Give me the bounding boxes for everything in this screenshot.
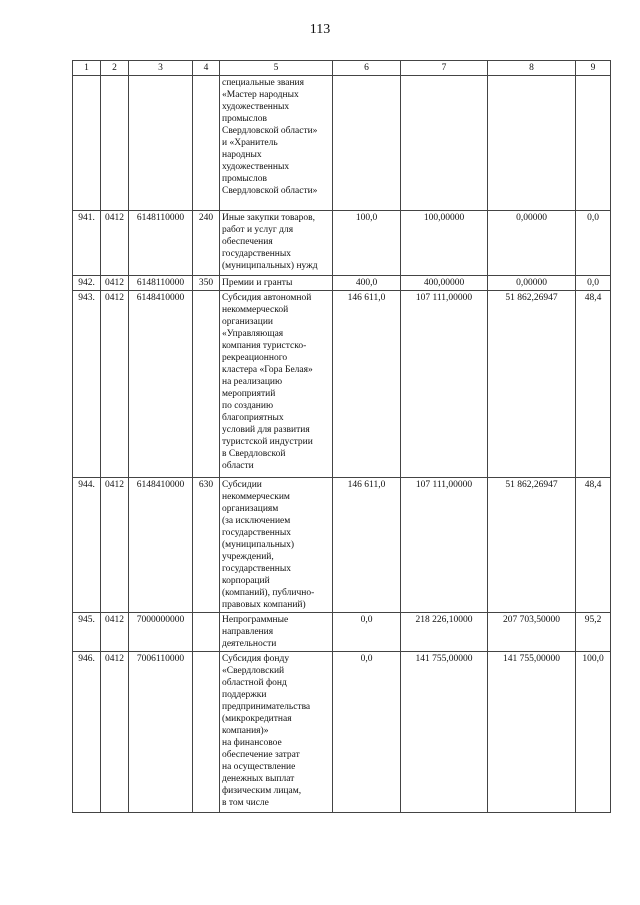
target-code: 7006110000 xyxy=(129,652,193,813)
budget-table xyxy=(72,60,611,813)
row-number: 943. xyxy=(73,291,101,478)
section-code: 0412 xyxy=(101,276,129,291)
expense-type xyxy=(193,613,220,652)
value-col6 xyxy=(333,76,401,211)
column-header: 3 xyxy=(129,61,193,76)
value-col8: 0,00000 xyxy=(488,276,576,291)
row-number: 946. xyxy=(73,652,101,813)
expense-type xyxy=(193,652,220,813)
table-row xyxy=(73,276,611,291)
value-col7: 100,00000 xyxy=(401,211,488,276)
section-code: 0412 xyxy=(101,652,129,813)
table-row xyxy=(73,478,611,613)
table-row xyxy=(73,652,611,813)
value-col8: 207 703,50000 xyxy=(488,613,576,652)
column-header: 8 xyxy=(488,61,576,76)
row-description: Субсидии некоммерческим организациям (за исключением государственных (муниципальных) учреждений, государственных корпораций (компаний), публично- правовых компаний) xyxy=(220,478,333,613)
column-header: 1 xyxy=(73,61,101,76)
row-number: 942. xyxy=(73,276,101,291)
value-col7 xyxy=(401,76,488,211)
target-code xyxy=(129,76,193,211)
value-col6: 0,0 xyxy=(333,652,401,813)
table-row xyxy=(73,76,611,211)
expense-type: 630 xyxy=(193,478,220,613)
target-code: 6148110000 xyxy=(129,211,193,276)
row-description: Премии и гранты xyxy=(220,276,333,291)
row-number: 945. xyxy=(73,613,101,652)
column-header: 6 xyxy=(333,61,401,76)
value-col9: 0,0 xyxy=(576,211,611,276)
value-col8: 51 862,26947 xyxy=(488,478,576,613)
value-col8: 0,00000 xyxy=(488,211,576,276)
section-code xyxy=(101,76,129,211)
table-row xyxy=(73,613,611,652)
column-header: 4 xyxy=(193,61,220,76)
value-col7: 400,00000 xyxy=(401,276,488,291)
expense-type xyxy=(193,291,220,478)
expense-type: 350 xyxy=(193,276,220,291)
target-code: 7000000000 xyxy=(129,613,193,652)
value-col9: 48,4 xyxy=(576,478,611,613)
value-col8: 141 755,00000 xyxy=(488,652,576,813)
value-col9: 0,0 xyxy=(576,276,611,291)
value-col6: 0,0 xyxy=(333,613,401,652)
table-row xyxy=(73,211,611,276)
value-col7: 107 111,00000 xyxy=(401,291,488,478)
table-row xyxy=(73,291,611,478)
row-number xyxy=(73,76,101,211)
value-col6: 146 611,0 xyxy=(333,478,401,613)
target-code: 6148410000 xyxy=(129,291,193,478)
page-number: 113 xyxy=(309,22,331,37)
value-col9: 100,0 xyxy=(576,652,611,813)
value-col7: 218 226,10000 xyxy=(401,613,488,652)
value-col8: 51 862,26947 xyxy=(488,291,576,478)
column-header: 5 xyxy=(220,61,333,76)
row-description: Субсидия автономной некоммерческой организации «Управляющая компания туристско- рекреационного кластера «Гора Белая» на реализацию мероприятий по созданию благоприятных условий для развития туристской индустрии в Свердловской области xyxy=(220,291,333,478)
table-header-row xyxy=(73,61,611,76)
column-header: 2 xyxy=(101,61,129,76)
column-header: 9 xyxy=(576,61,611,76)
row-description: Непрограммные направления деятельности xyxy=(220,613,333,652)
section-code: 0412 xyxy=(101,291,129,478)
target-code: 6148410000 xyxy=(129,478,193,613)
target-code: 6148110000 xyxy=(129,276,193,291)
value-col7: 107 111,00000 xyxy=(401,478,488,613)
row-description: Субсидия фонду «Свердловский областной фонд поддержки предпринимательства (микрокредитная компания)» на финансовое обеспечение затрат на осуществление денежных выплат физическим лицам, в том числе xyxy=(220,652,333,813)
expense-type xyxy=(193,76,220,211)
value-col9 xyxy=(576,76,611,211)
section-code: 0412 xyxy=(101,478,129,613)
section-code: 0412 xyxy=(101,613,129,652)
row-number: 944. xyxy=(73,478,101,613)
value-col9: 48,4 xyxy=(576,291,611,478)
value-col8 xyxy=(488,76,576,211)
value-col6: 100,0 xyxy=(333,211,401,276)
value-col6: 400,0 xyxy=(333,276,401,291)
row-description: специальные звания «Мастер народных художественных промыслов Свердловской области» и «Хранитель народных художественных промыслов Свердловской области» xyxy=(220,76,333,211)
value-col7: 141 755,00000 xyxy=(401,652,488,813)
expense-type: 240 xyxy=(193,211,220,276)
value-col9: 95,2 xyxy=(576,613,611,652)
column-header: 7 xyxy=(401,61,488,76)
value-col6: 146 611,0 xyxy=(333,291,401,478)
row-number: 941. xyxy=(73,211,101,276)
row-description: Иные закупки товаров, работ и услуг для обеспечения государственных (муниципальных) нужд xyxy=(220,211,333,276)
section-code: 0412 xyxy=(101,211,129,276)
